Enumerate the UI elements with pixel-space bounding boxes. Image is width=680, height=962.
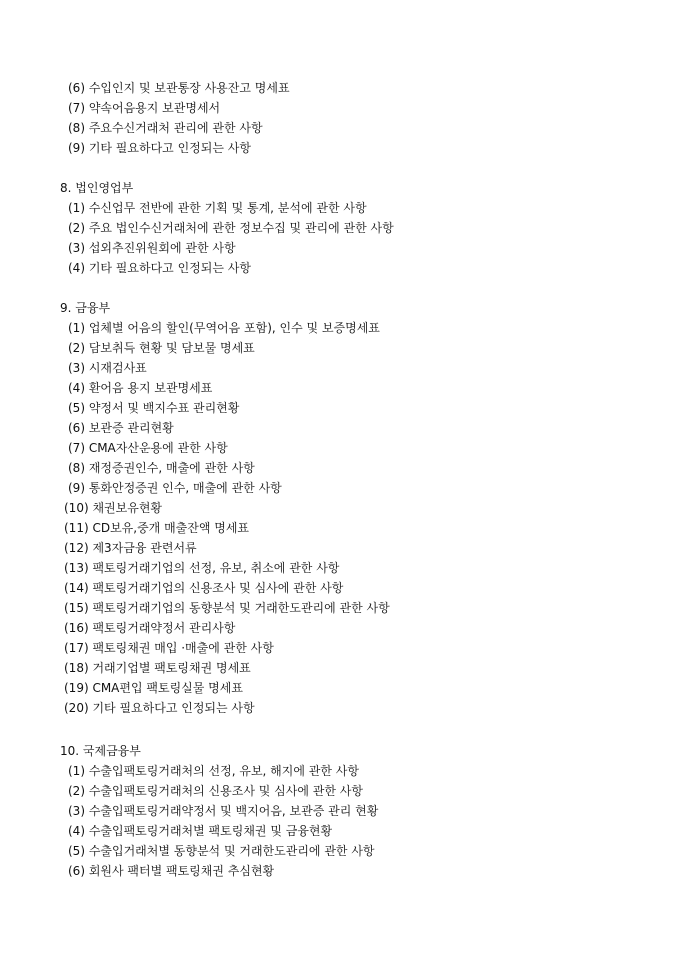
list-item: (8) 주요수신거래처 관리에 관한 사항 bbox=[68, 121, 263, 135]
list-item: (16) 팩토링거래약정서 관리사항 bbox=[64, 621, 236, 635]
list-item: (5) 약정서 및 백지수표 관리현황 bbox=[68, 401, 240, 415]
list-item: (2) 주요 법인수신거래처에 관한 정보수집 및 관리에 관한 사항 bbox=[68, 221, 394, 235]
list-item: (4) 환어음 용지 보관명세표 bbox=[68, 381, 213, 395]
list-item: (5) 수출입거래처별 동향분석 및 거래한도관리에 관한 사항 bbox=[68, 844, 375, 858]
list-item: (8) 재정증권인수, 매출에 관한 사항 bbox=[68, 461, 255, 475]
list-item: (17) 팩토링채권 매입 ·매출에 관한 사항 bbox=[64, 641, 274, 655]
section-heading: 8. 법인영업부 bbox=[60, 181, 134, 195]
list-item: (6) 회원사 팩터별 팩토링채권 추심현황 bbox=[68, 864, 275, 878]
list-item: (1) 수출입팩토링거래처의 선정, 유보, 해지에 관한 사항 bbox=[68, 764, 359, 778]
list-item: (12) 제3자금융 관련서류 bbox=[64, 541, 197, 555]
list-item: (9) 기타 필요하다고 인정되는 사항 bbox=[68, 141, 251, 155]
list-item: (14) 팩토링거래기업의 신용조사 및 심사에 관한 사항 bbox=[64, 581, 344, 595]
list-item: (18) 거래기업별 팩토링채권 명세표 bbox=[64, 661, 251, 675]
list-item: (11) CD보유,중개 매출잔액 명세표 bbox=[64, 521, 250, 535]
list-item: (20) 기타 필요하다고 인정되는 사항 bbox=[64, 701, 255, 715]
list-item: (6) 수입인지 및 보관통장 사용잔고 명세표 bbox=[68, 81, 290, 95]
section-heading: 10. 국제금융부 bbox=[60, 744, 141, 758]
list-item: (10) 채권보유현황 bbox=[64, 501, 162, 515]
list-item: (2) 수출입팩토링거래처의 신용조사 및 심사에 관한 사항 bbox=[68, 784, 363, 798]
list-item: (4) 기타 필요하다고 인정되는 사항 bbox=[68, 261, 251, 275]
list-item: (1) 수신업무 전반에 관한 기획 및 통계, 분석에 관한 사항 bbox=[68, 201, 367, 215]
list-item: (7) 약속어음용지 보관명세서 bbox=[68, 101, 221, 115]
list-item: (7) CMA자산운용에 관한 사항 bbox=[68, 441, 228, 455]
section-heading: 9. 금융부 bbox=[60, 301, 111, 315]
list-item: (3) 섭외추진위원회에 관한 사항 bbox=[68, 241, 236, 255]
list-item: (6) 보관증 관리현황 bbox=[68, 421, 174, 435]
list-item: (2) 담보취득 현황 및 담보물 명세표 bbox=[68, 341, 255, 355]
list-item: (3) 수출입팩토링거래약정서 및 백지어음, 보관증 관리 현황 bbox=[68, 804, 379, 818]
list-item: (1) 업체별 어음의 할인(무역어음 포함), 인수 및 보증명세표 bbox=[68, 321, 380, 335]
list-item: (3) 시재검사표 bbox=[68, 361, 147, 375]
list-item: (19) CMA편입 팩토링실물 명세표 bbox=[64, 681, 243, 695]
list-item: (4) 수출입팩토링거래처별 팩토링채권 및 금융현황 bbox=[68, 824, 333, 838]
list-item: (15) 팩토링거래기업의 동향분석 및 거래한도관리에 관한 사항 bbox=[64, 601, 390, 615]
list-item: (13) 팩토링거래기업의 선정, 유보, 취소에 관한 사항 bbox=[64, 561, 340, 575]
list-item: (9) 통화안정증권 인수, 매출에 관한 사항 bbox=[68, 481, 282, 495]
